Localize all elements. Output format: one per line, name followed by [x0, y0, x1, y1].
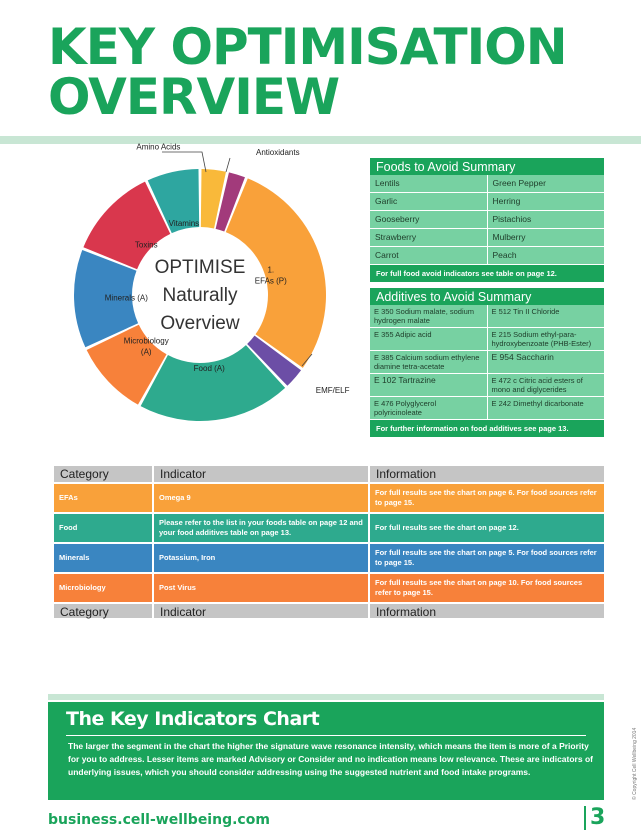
- food-cell: Mulberry: [487, 229, 605, 246]
- donut-center-text: OPTIMISE: [154, 257, 246, 278]
- key-indicators-box: [48, 702, 604, 800]
- foods-summary-footer: For full food avoid indicators see table on page 12.: [370, 265, 604, 282]
- additive-cell: E 355 Adipic acid: [370, 328, 487, 350]
- row-information: For full results see the chart on page 6. For food sources refer to page 15.: [375, 488, 597, 507]
- category-table: [54, 466, 604, 618]
- row-indicator: Please refer to the list in your foods table on page 12 and your food additives table on page 13.: [154, 514, 370, 542]
- donut-center-text: Overview: [160, 313, 240, 334]
- header-information: Information: [376, 467, 437, 481]
- additives-row: [370, 397, 604, 420]
- donut-label-line2: (A): [140, 347, 152, 357]
- category-table-header: [54, 466, 604, 482]
- donut-leader-line: [226, 158, 230, 172]
- key-indicators-text: The larger the segment in the chart the higher the signature wave resonance intensity, which means the item is more of a Priority for you to address. Lesser items are marked Advisory or Consider and no indication means low relevance. These are indicators of underlying issues, which you should consider addressing using the suggested nutrient and food intake programs.: [68, 741, 593, 777]
- additives-row: [370, 305, 604, 328]
- additives-summary-heading: Additives to Avoid Summary: [370, 288, 604, 305]
- foods-to-avoid-summary: [370, 158, 604, 282]
- foods-row: [370, 247, 604, 265]
- donut-label: EMF/ELF: [315, 385, 350, 395]
- additive-cell: E 476 Polyglycerol polyricinoleate: [370, 397, 487, 419]
- donut-label: Antioxidants: [255, 147, 300, 157]
- optimise-donut-chart: [40, 140, 360, 430]
- foods-summary-rows: [370, 175, 604, 265]
- page-number: 3: [584, 806, 605, 830]
- key-title-underline: [66, 735, 586, 736]
- donut-label: Microbiology: [123, 336, 169, 346]
- food-cell: Carrot: [370, 247, 487, 264]
- table-row: [54, 512, 604, 542]
- additive-cell: E 385 Calcium sodium ethylene diamine tetra-acetate: [370, 351, 487, 373]
- donut-label: Vitamins: [168, 219, 200, 229]
- key-indicators-title: The Key Indicators Chart: [66, 708, 320, 730]
- table-row: [54, 572, 604, 602]
- food-cell: Peach: [487, 247, 605, 264]
- food-cell: Lentils: [370, 175, 487, 192]
- row-category: Minerals: [54, 544, 154, 572]
- donut-label: Food (A): [193, 364, 225, 374]
- page-title-line-2: OVERVIEW: [48, 68, 340, 126]
- additives-row: [370, 328, 604, 351]
- foods-row: [370, 175, 604, 193]
- additive-cell: E 472 c Citric acid esters of mono and diglycerides: [487, 374, 605, 396]
- additive-cell: E 215 Sodium ethyl-para-hydroxybenzoate (PHB-Ester): [487, 328, 605, 350]
- donut-label-line2: EFAs (P): [254, 276, 287, 286]
- category-table-footer-header: [54, 602, 604, 618]
- additive-cell: E 954 Saccharin: [487, 351, 605, 373]
- additives-summary-footer: For further information on food additives see page 13.: [370, 420, 604, 437]
- row-category: Food: [54, 514, 154, 542]
- header-category: Category: [54, 466, 154, 482]
- food-cell: Pistachios: [487, 211, 605, 228]
- additives-to-avoid-summary: [370, 288, 604, 437]
- additives-row: [370, 351, 604, 374]
- row-category: EFAs: [54, 484, 154, 512]
- donut-label: 1.: [267, 265, 275, 275]
- row-indicator: Potassium, Iron: [154, 544, 370, 572]
- copyright-notice: © Copyright Cell Wellbeing 2014: [632, 727, 638, 800]
- key-divider: [48, 694, 604, 700]
- header-indicator: Indicator: [154, 466, 370, 482]
- donut-label: Minerals (A): [104, 293, 148, 303]
- foods-row: [370, 229, 604, 247]
- donut-center-text: Naturally: [162, 285, 238, 306]
- footer-information: Information: [376, 605, 437, 619]
- footer-indicator: Indicator: [154, 604, 370, 618]
- row-information: For full results see the chart on page 12.: [375, 523, 519, 532]
- row-indicator: Omega 9: [154, 484, 370, 512]
- row-information: For full results see the chart on page 5. For food sources refer to page 15.: [375, 548, 597, 567]
- additive-cell: E 350 Sodium malate, sodium hydrogen malate: [370, 305, 487, 327]
- page-title: [48, 18, 608, 126]
- food-cell: Gooseberry: [370, 211, 487, 228]
- foods-row: [370, 211, 604, 229]
- row-category: Microbiology: [54, 574, 154, 602]
- table-row: [54, 542, 604, 572]
- donut-label: Amino Acids: [136, 142, 181, 152]
- footer-website-link[interactable]: business.cell-wellbeing.com: [48, 812, 270, 828]
- row-indicator: Post Virus: [154, 574, 370, 602]
- additive-cell: E 102 Tartrazine: [370, 374, 487, 396]
- additives-row: [370, 374, 604, 397]
- page-title-line-1: KEY OPTIMISATION: [48, 18, 567, 76]
- food-cell: Garlic: [370, 193, 487, 210]
- table-row: [54, 482, 604, 512]
- foods-row: [370, 193, 604, 211]
- donut-label: Toxins: [134, 240, 158, 250]
- food-cell: Green Pepper: [487, 175, 605, 192]
- donut-leader-line: [162, 152, 206, 172]
- foods-summary-heading: Foods to Avoid Summary: [370, 158, 604, 175]
- row-information: For full results see the chart on page 10. For food sources refer to page 15.: [375, 578, 583, 597]
- additive-cell: E 512 Tin II Chloride: [487, 305, 605, 327]
- additive-cell: E 242 Dimethyl dicarbonate: [487, 397, 605, 419]
- food-cell: Herring: [487, 193, 605, 210]
- food-cell: Strawberry: [370, 229, 487, 246]
- footer-category: Category: [54, 604, 154, 618]
